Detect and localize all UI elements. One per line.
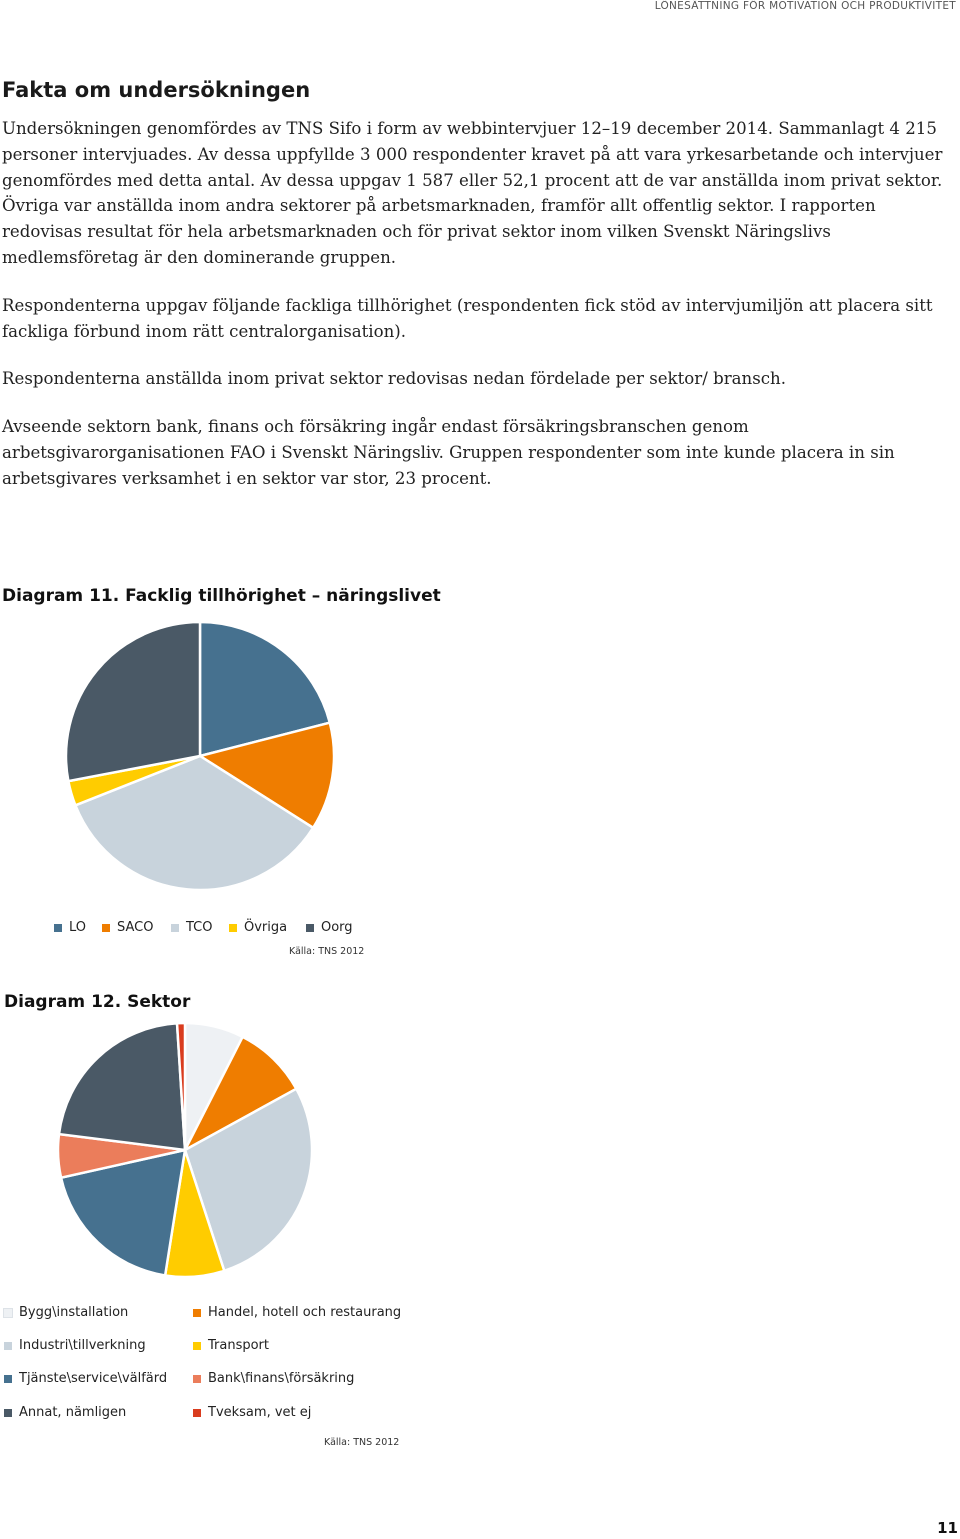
sector-legend-item — [193, 1405, 311, 1420]
sector-legend-swatch — [4, 1375, 12, 1383]
sector-legend-item — [4, 1338, 146, 1353]
sector-legend-swatch — [193, 1409, 201, 1417]
sector-legend-swatch — [4, 1342, 12, 1350]
running-header: LÖNESÄTTNING FÖR MOTIVATION OCH PRODUKTIVITET — [654, 0, 956, 12]
sector-legend-item — [193, 1371, 354, 1386]
paragraph-bank-finance-note: Avseende sektorn bank, finans och försäkring ingår endast försäkringsbranschen genom arbetsgivarorganisationen FAO i Svenskt Näringsliv. Gruppen respondenter som inte kunde placera in sin arbetsgivares verksamhet i en sektor var stor, 23 procent. — [2, 417, 895, 488]
sector-legend-item — [4, 1305, 128, 1320]
source-note-sector: Källa: TNS 2012 — [324, 1437, 400, 1448]
sector-legend-item — [4, 1371, 167, 1386]
union-legend-label: Övriga — [244, 920, 288, 935]
union-legend-swatch — [54, 924, 62, 932]
sector-legend-label: Tveksam, vet ej — [208, 1405, 312, 1420]
union-legend-label: TCO — [186, 920, 213, 935]
sector-legend-swatch — [193, 1375, 201, 1383]
sector-legend-item — [193, 1338, 269, 1353]
sector-legend-label: Tjänste\service\välfärd — [19, 1371, 168, 1386]
union-legend-label: SACO — [117, 920, 154, 935]
sector-legend-swatch — [4, 1409, 12, 1417]
chart-title-sector: Diagram 12. Sektor — [4, 992, 191, 1012]
union-legend-swatch — [306, 924, 314, 932]
sector-legend-label: Bank\finans\försäkring — [208, 1371, 355, 1386]
paragraph-sector-breakdown: Respondenterna anställda inom privat sektor redovisas nedan fördelade per sektor/ bransch. — [2, 369, 786, 389]
union-legend-item — [306, 920, 353, 935]
union-legend-label: Oorg — [321, 920, 353, 935]
union-legend-swatch — [229, 924, 237, 932]
section-title: Fakta om undersökningen — [2, 78, 311, 102]
sector-legend-item — [4, 1405, 126, 1420]
union-legend-label: LO — [69, 920, 87, 935]
union-legend-item — [54, 920, 86, 935]
source-note-union: Källa: TNS 2012 — [289, 946, 365, 957]
union-legend-item — [229, 920, 287, 935]
sector-legend-item — [193, 1305, 401, 1320]
page-number: 11 — [937, 1519, 958, 1537]
chart-title-union: Diagram 11. Facklig tillhörighet – näringslivet — [2, 586, 441, 606]
sector-legend-swatch — [193, 1309, 201, 1317]
sector-legend-swatch — [193, 1342, 201, 1350]
sector-legend-label: Handel, hotell och restaurang — [208, 1305, 402, 1320]
paragraph-method: Undersökningen genomfördes av TNS Sifo i form av webbintervjuer 12–19 december 2014. Sammanlagt 4 215 personer intervjuades. Av dessa uppfyllde 3 000 respondenter kravet på att vara yrkesarbetande och intervjuer genomfördes med detta antal. Av dessa uppgav 1 587 eller 52,1 procent att de var anställda inom privat sektor. Övriga var anställda inom andra sektorer på arbetsmarknaden, framför allt offentlig sektor. I rapporten redovisas resultat för hela arbetsmarknaden och för privat sektor inom vilken Svenskt Näringslivs medlemsföretag är den dominerande gruppen. — [2, 119, 943, 267]
sector-legend-label: Bygg\installation — [19, 1305, 129, 1320]
sector-legend-label: Industri\tillverkning — [19, 1338, 146, 1353]
union-slice-oorg — [66, 622, 200, 781]
union-legend-item — [171, 920, 213, 935]
union-legend-item — [102, 920, 153, 935]
sector-legend-label: Annat, nämligen — [19, 1405, 127, 1420]
union-legend-swatch — [102, 924, 110, 932]
union-legend-swatch — [171, 924, 179, 932]
sector-legend-label: Transport — [208, 1338, 270, 1353]
sector-legend-swatch — [4, 1309, 12, 1317]
paragraph-union-affiliation: Respondenterna uppgav följande fackliga tillhörighet (respondenten fick stöd av intervjumiljön att placera sitt fackliga förbund inom rätt centralorganisation). — [2, 295, 933, 341]
